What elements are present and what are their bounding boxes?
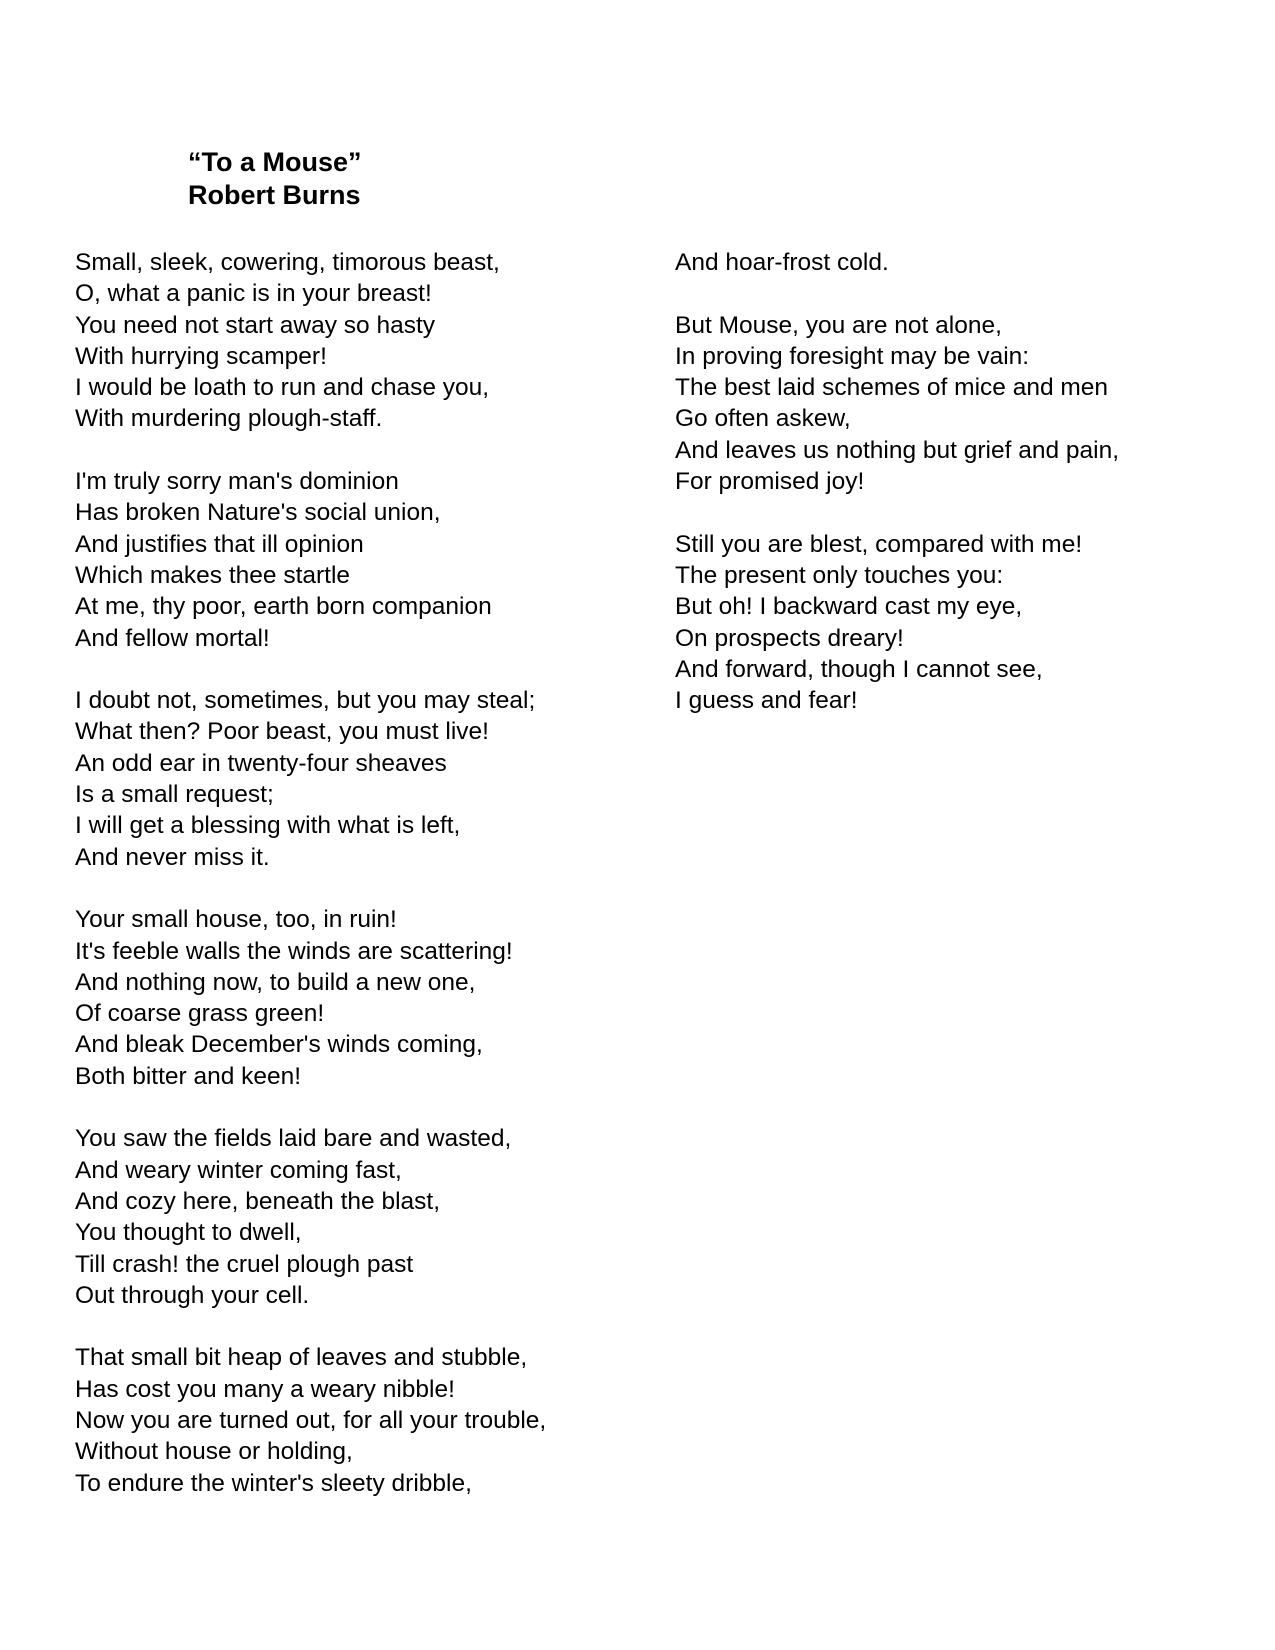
poem-line: With hurrying scamper! [75,342,327,370]
poem-line: And hoar-frost cold. [675,249,889,276]
poem-line: And never miss it. [75,843,270,871]
poem-line: You thought to dwell, [75,1219,302,1247]
right-column [675,247,1235,748]
poem-line: Out through your cell. [75,1281,310,1309]
poem-line: The present only touches you: [675,561,1004,589]
poem-line: At me, thy poor, earth born companion [75,593,492,621]
poem-line: O, what a panic is in your breast! [75,280,432,308]
poem-line: Now you are turned out, for all your trouble, [75,1406,547,1434]
poem-line: I will get a blessing with what is left, [75,812,461,840]
poem-line: I would be loath to run and chase you, [75,374,490,402]
stanza [75,685,635,873]
poem-line: And weary winter coming fast, [75,1156,402,1184]
stanza [75,247,635,435]
poem-line: Has cost you many a weary nibble! [75,1375,455,1403]
poem-line: For promised joy! [675,468,865,496]
poem-line: Both bitter and keen! [75,1062,302,1090]
poem-line: Small, sleek, cowering, timorous beast, [75,249,500,276]
poem-line: It's feeble walls the winds are scattering! [75,937,513,965]
poem-line: But Mouse, you are not alone, [675,311,1002,339]
poem-line: Till crash! the cruel plough past [75,1250,414,1278]
poem-line: With murdering plough-staff. [75,405,383,433]
poem-line: In proving foresight may be vain: [675,342,1030,370]
poem-line: And fellow mortal! [75,624,270,652]
poem-line: I guess and fear! [675,687,858,715]
poem-line: And bleak December's winds coming, [75,1031,483,1059]
poem-line: Of coarse grass green! [75,1000,325,1028]
poem-line: Is a small request; [75,781,274,809]
poem-line: And forward, though I cannot see, [675,655,1043,683]
poem-line: Go often askew, [675,405,851,433]
poem-line: And justifies that ill opinion [75,530,364,558]
stanza [75,466,635,654]
left-column [75,247,635,1530]
poem-line: Without house or holding, [75,1438,353,1466]
poem-line: Which makes thee startle [75,561,351,589]
poem-line: You saw the fields laid bare and wasted, [75,1125,512,1153]
poem-line: Still you are blest, compared with me! [675,530,1083,558]
poem-line: That small bit heap of leaves and stubble, [75,1344,528,1372]
poem-line: You need not start away so hasty [75,311,436,339]
poem-line: On prospects dreary! [675,624,904,652]
poem-line: I'm truly sorry man's dominion [75,468,399,496]
poem-line: I doubt not, sometimes, but you may steal; [75,687,536,715]
poem-line: And cozy here, beneath the blast, [75,1187,441,1215]
poem-header [188,146,362,212]
stanza [675,247,1235,278]
stanza [75,1123,635,1311]
poem-line: Has broken Nature's social union, [75,499,441,527]
stanza [75,904,635,1092]
poem-line: And nothing now, to build a new one, [75,968,476,996]
poem-line: What then? Poor beast, you must live! [75,718,489,746]
poem-title: “To a Mouse” [188,147,362,177]
poem-line: Your small house, too, in ruin! [75,906,397,934]
poem-author: Robert Burns [188,180,361,210]
poem-line: And leaves us nothing but grief and pain, [675,436,1120,464]
poem-line: To endure the winter's sleety dribble, [75,1469,472,1497]
poem-line: But oh! I backward cast my eye, [675,593,1023,621]
stanza [675,529,1235,717]
stanza [75,1342,635,1498]
stanza [675,310,1235,498]
poem-line: The best laid schemes of mice and men [675,374,1109,402]
poem-line: An odd ear in twenty-four sheaves [75,749,447,777]
